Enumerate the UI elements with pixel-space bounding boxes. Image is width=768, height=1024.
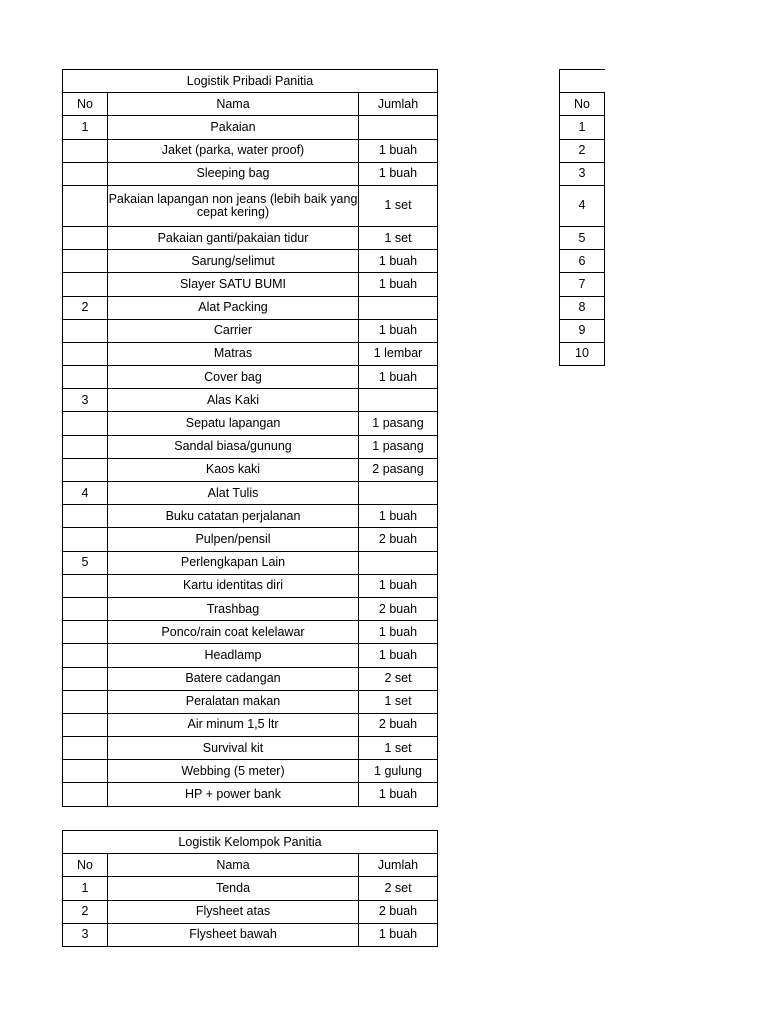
- table-row: [63, 528, 438, 551]
- cell-no: [63, 667, 108, 690]
- cell-jumlah: 1 buah: [359, 273, 438, 296]
- cell-nama: Pakaian ganti/pakaian tidur: [108, 226, 359, 249]
- cell-no: 8: [560, 296, 605, 319]
- cell-no: [63, 574, 108, 597]
- cell-nama: Peralatan makan: [108, 690, 359, 713]
- table-row: [63, 296, 438, 319]
- cell-nama: Pakaian: [108, 116, 359, 139]
- cell-no: [63, 528, 108, 551]
- header-nama: Nama: [108, 93, 359, 116]
- table-row: [63, 667, 438, 690]
- cell-jumlah: 2 buah: [359, 528, 438, 551]
- cell-nama: Carrier: [108, 319, 359, 342]
- cell-jumlah: [359, 116, 438, 139]
- table-row: [63, 505, 438, 528]
- cell-nama: Survival kit: [108, 737, 359, 760]
- logistik-kelompok-table: [62, 830, 438, 947]
- cell-jumlah: 2 pasang: [359, 458, 438, 481]
- table-row: [63, 116, 438, 139]
- table-row: [63, 412, 438, 435]
- cell-no: [63, 621, 108, 644]
- cell-no: [63, 760, 108, 783]
- table-row: [560, 185, 605, 226]
- cell-nama: Sepatu lapangan: [108, 412, 359, 435]
- cell-nama: Ponco/rain coat kelelawar: [108, 621, 359, 644]
- logistik-pribadi-table: [62, 69, 438, 807]
- table-row: [560, 162, 605, 185]
- table-row: [63, 458, 438, 481]
- cell-no: 3: [560, 162, 605, 185]
- cell-no: 5: [63, 551, 108, 574]
- header-no: No: [63, 93, 108, 116]
- cell-nama: Kartu identitas diri: [108, 574, 359, 597]
- header-nama: Nama: [108, 854, 359, 877]
- cell-no: 1: [63, 116, 108, 139]
- cell-nama: Alas Kaki: [108, 389, 359, 412]
- table-title-empty: [560, 70, 605, 93]
- cell-jumlah: 1 buah: [359, 923, 438, 946]
- cell-nama: Batere cadangan: [108, 667, 359, 690]
- cell-nama: Air minum 1,5 ltr: [108, 713, 359, 736]
- cell-nama: Perlengkapan Lain: [108, 551, 359, 574]
- cell-jumlah: [359, 482, 438, 505]
- cell-no: [63, 505, 108, 528]
- cell-no: [63, 250, 108, 273]
- table-row: [560, 342, 605, 365]
- right-partial-table: [559, 69, 605, 366]
- table-row: [63, 574, 438, 597]
- cell-no: [63, 139, 108, 162]
- table-row: [63, 342, 438, 365]
- cell-no: [63, 644, 108, 667]
- cell-jumlah: 1 buah: [359, 319, 438, 342]
- table-row: [63, 366, 438, 389]
- cell-nama: Buku catatan perjalanan: [108, 505, 359, 528]
- cell-nama: Webbing (5 meter): [108, 760, 359, 783]
- table-row: [63, 737, 438, 760]
- table-header-row: [63, 854, 438, 877]
- table-row: [63, 250, 438, 273]
- table-row: [63, 783, 438, 806]
- cell-jumlah: 1 pasang: [359, 435, 438, 458]
- table-row: [63, 319, 438, 342]
- table-title: Logistik Pribadi Panitia: [63, 70, 438, 93]
- cell-jumlah: [359, 551, 438, 574]
- cell-nama: Jaket (parka, water proof): [108, 139, 359, 162]
- cell-jumlah: 1 buah: [359, 139, 438, 162]
- cell-nama: Trashbag: [108, 597, 359, 620]
- table-row: [63, 551, 438, 574]
- table-title: Logistik Kelompok Panitia: [63, 831, 438, 854]
- table-row: [63, 621, 438, 644]
- table-title-row: [63, 831, 438, 854]
- cell-jumlah: 1 buah: [359, 366, 438, 389]
- cell-nama: Flysheet bawah: [108, 923, 359, 946]
- cell-jumlah: 1 set: [359, 690, 438, 713]
- cell-no: 3: [63, 923, 108, 946]
- cell-nama: Headlamp: [108, 644, 359, 667]
- cell-no: 4: [63, 482, 108, 505]
- cell-nama: Tenda: [108, 877, 359, 900]
- cell-jumlah: 1 buah: [359, 505, 438, 528]
- table-row: [63, 900, 438, 923]
- cell-nama: Matras: [108, 342, 359, 365]
- cell-no: 4: [560, 185, 605, 226]
- table-row: [63, 185, 438, 226]
- cell-jumlah: 1 set: [359, 226, 438, 249]
- cell-no: [63, 366, 108, 389]
- cell-jumlah: 2 buah: [359, 713, 438, 736]
- cell-no: [63, 273, 108, 296]
- cell-jumlah: [359, 389, 438, 412]
- table-header-row: [63, 93, 438, 116]
- header-jumlah: Jumlah: [359, 93, 438, 116]
- table-row: [560, 116, 605, 139]
- cell-no: [63, 783, 108, 806]
- cell-jumlah: 1 buah: [359, 574, 438, 597]
- table-row: [63, 644, 438, 667]
- cell-jumlah: 1 set: [359, 737, 438, 760]
- table-row: [560, 226, 605, 249]
- cell-no: [63, 162, 108, 185]
- cell-no: 5: [560, 226, 605, 249]
- cell-jumlah: 2 buah: [359, 900, 438, 923]
- cell-nama: Pakaian lapangan non jeans (lebih baik yang cepat kering): [108, 185, 359, 226]
- header-jumlah: Jumlah: [359, 854, 438, 877]
- cell-nama: Alat Packing: [108, 296, 359, 319]
- header-no: No: [63, 854, 108, 877]
- table-row: [63, 923, 438, 946]
- cell-no: 2: [63, 900, 108, 923]
- cell-no: [63, 226, 108, 249]
- cell-nama: Sleeping bag: [108, 162, 359, 185]
- table-row: [63, 597, 438, 620]
- table-title-row: [63, 70, 438, 93]
- cell-jumlah: 1 buah: [359, 250, 438, 273]
- table-row: [63, 713, 438, 736]
- table-row: [63, 435, 438, 458]
- cell-jumlah: 1 gulung: [359, 760, 438, 783]
- cell-no: [63, 713, 108, 736]
- cell-jumlah: 1 buah: [359, 621, 438, 644]
- table-row: [560, 139, 605, 162]
- cell-jumlah: 1 pasang: [359, 412, 438, 435]
- cell-jumlah: 2 buah: [359, 597, 438, 620]
- cell-no: [63, 597, 108, 620]
- cell-nama: Slayer SATU BUMI: [108, 273, 359, 296]
- table-row: [63, 389, 438, 412]
- cell-no: 1: [560, 116, 605, 139]
- cell-no: 7: [560, 273, 605, 296]
- table-row: [63, 273, 438, 296]
- cell-no: [63, 412, 108, 435]
- cell-no: 1: [63, 877, 108, 900]
- cell-no: 3: [63, 389, 108, 412]
- table-row: [63, 226, 438, 249]
- cell-nama: Alat Tulis: [108, 482, 359, 505]
- cell-jumlah: 1 buah: [359, 162, 438, 185]
- cell-no: 2: [560, 139, 605, 162]
- cell-nama: Sarung/selimut: [108, 250, 359, 273]
- cell-jumlah: 1 set: [359, 185, 438, 226]
- table-row: [63, 877, 438, 900]
- cell-no: [63, 458, 108, 481]
- cell-nama: Kaos kaki: [108, 458, 359, 481]
- cell-no: 10: [560, 342, 605, 365]
- table-row: [560, 319, 605, 342]
- cell-no: [63, 319, 108, 342]
- cell-nama: HP + power bank: [108, 783, 359, 806]
- table-row: [63, 139, 438, 162]
- cell-jumlah: 2 set: [359, 877, 438, 900]
- cell-no: [63, 737, 108, 760]
- cell-no: 6: [560, 250, 605, 273]
- cell-no: [63, 435, 108, 458]
- table-row: [63, 162, 438, 185]
- table-title-row: [560, 70, 605, 93]
- cell-nama: Sandal biasa/gunung: [108, 435, 359, 458]
- table-row: [560, 296, 605, 319]
- cell-nama: Flysheet atas: [108, 900, 359, 923]
- cell-no: [63, 185, 108, 226]
- table-row: [560, 273, 605, 296]
- cell-nama: Pulpen/pensil: [108, 528, 359, 551]
- table-row: [63, 482, 438, 505]
- cell-jumlah: 2 set: [359, 667, 438, 690]
- cell-no: 9: [560, 319, 605, 342]
- table-header-row: [560, 93, 605, 116]
- table-row: [63, 690, 438, 713]
- cell-no: [63, 690, 108, 713]
- cell-jumlah: [359, 296, 438, 319]
- cell-no: 2: [63, 296, 108, 319]
- cell-jumlah: 1 buah: [359, 783, 438, 806]
- cell-nama: Cover bag: [108, 366, 359, 389]
- cell-jumlah: 1 lembar: [359, 342, 438, 365]
- table-row: [560, 250, 605, 273]
- table-row: [63, 760, 438, 783]
- cell-jumlah: 1 buah: [359, 644, 438, 667]
- cell-no: [63, 342, 108, 365]
- header-no: No: [560, 93, 605, 116]
